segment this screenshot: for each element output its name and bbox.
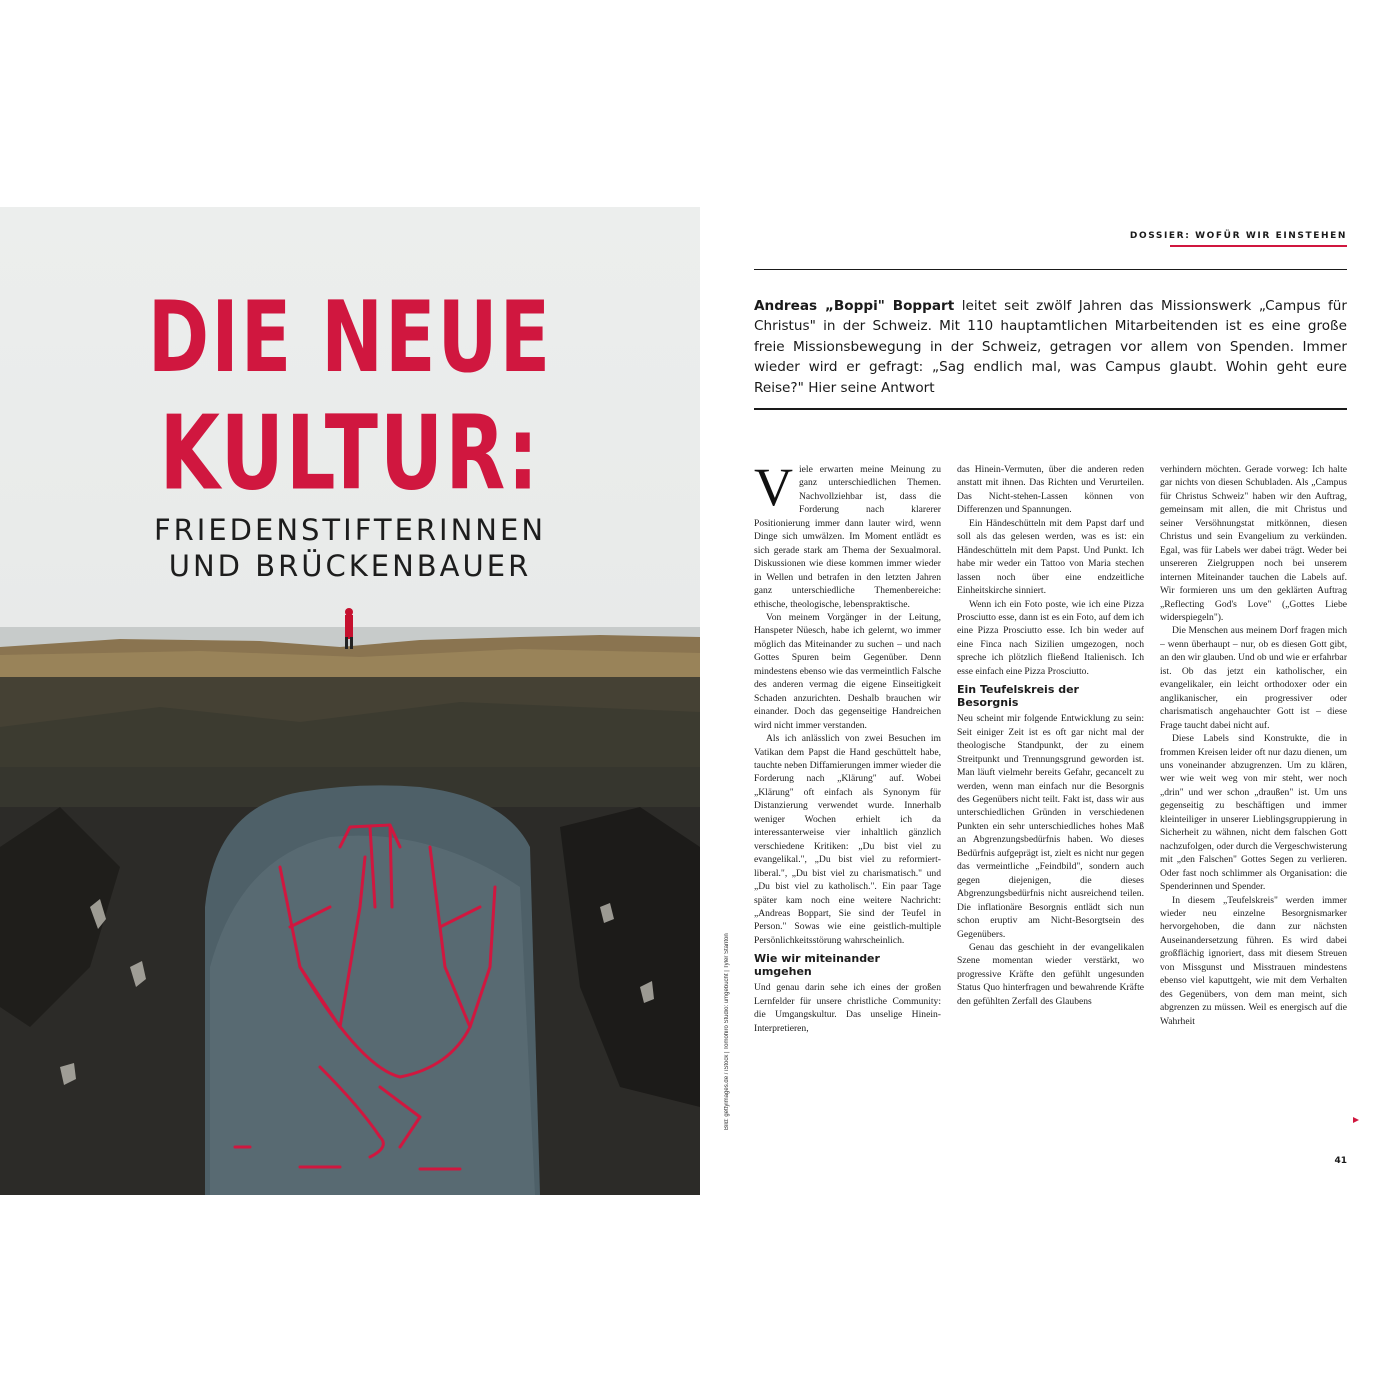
photo-credit: Bild: gettyimages.de / iStock | Tomohiro Studio: umgebucht | Tyler Stanton: [724, 933, 730, 1130]
subheadline-line-2: UND BRÜCKENBAUER: [168, 549, 532, 583]
drop-cap: V: [754, 463, 793, 517]
paragraph: Viele erwarten meine Meinung zu ganz unterschiedlichen Themen. Nachvollziehbar ist, dass die Forderung nach klarerer Positionierung immer dann lauter wird, wenn Dinge sich umwälzen. Im Moment entlädt es sich gerade stark am Thema der Sexualmoral. Diskussionen wie diese kommen immer wieder in Wellen und betrafen in den letzten Jahren ganz unterschiedliche Themenbereiche: ethische, theologische, lebenspraktische.: [754, 463, 941, 610]
paragraph: Diese Labels sind Konstrukte, die in frommen Kreisen leider oft nur dazu dienen, um uns voneinander abzugrenzen. Um zu klären, wer wie weit weg von mir steht, wer noch „drin" und wer schon „draußen" ist. Um uns gegenseitig zu beschäftigen und immer kleinteiliger in unserer Lieblingsgruppierung in Sicherheit zu wähnen, nicht dem falschen Gott nachzufolgen, oder durch die Vergeschwisterung mit „den Falschen" Gottes Segen zu verlieren. Oder fast noch schlimmer als Organisation: die Spenderinnen und Spender.: [1160, 733, 1347, 893]
paragraph: das Hinein-Vermuten, über die anderen reden anstatt mit ihnen. Das Richten und Verurteilen. Das Nicht-stehen-Lassen können von Differenzen und Spannungen.: [957, 464, 1144, 516]
cover-photo-page: [0, 207, 700, 1195]
section-label: DOSSIER: WOFÜR WIR EINSTEHEN: [1129, 231, 1347, 241]
paragraph: In diesem „Teufelskreis" werden immer wieder neu einzelne Besorgnismarker hervorgehoben, die dann zur nächsten Auseinandersetzung führen. Es wird dabei großflächig ignoriert, dass mit diesem Streuen von Missgunst und Misstrauen mindestens ebenso viel kaputtgeht, wie mit dem Verhalten des Gegenübers, von dem man meint, sich abgrenzen zu müssen. Weil es energisch auf die Wahrheit: [1160, 894, 1347, 1027]
intro-top-rule: [754, 269, 1347, 270]
paragraph: verhindern möchten. Gerade vorweg: Ich halte gar nichts von diesen Schubladen. Als „Campus für Christus Schweiz" haben wir den Auftrag, gemeinsam mit allen, die mit Christus und seiner Versöhnungstat mitkönnen, diesen Christus und sein Evangelium zu verkünden. Egal, was für Labels wer dabei trägt. Weder bei unsereren Zielgruppen noch bei unserem internen Miteinander tauchen die Labels auf. Wir formieren uns um den geklärten Auftrag „Reflecting God's Love" („Gottes Liebe widerspiegeln").: [1160, 464, 1347, 623]
paragraph: Als ich anlässlich von zwei Besuchen im Vatikan dem Papst die Hand geschüttelt habe, tauchte neben Diffamierungen immer wieder die Forderung nach „Klärung" auf. Wobei „Klärung" oft einfach als Synonym für Distanzierung verwendet wurde. Innerhalb weniger Wochen erhielt ich da interessanterweise vier inhaltlich gänzlich verschiedene Kritiken: „Du bist viel zu evangelikal.", „Du bist viel zu reformiert-liberal.", „Du bist viel zu charismatisch." und „Du bist viel zu katholisch.". Ein paar Tage später kam noch eine weitere Nachricht: „Andreas Boppart, Sie sind der Teufel in Person." Sowas wie eine geistlich-multiple Persönlichkeitsstörung wahrscheinlich.: [754, 733, 941, 946]
headline-line-1: DIE NEUE: [147, 281, 553, 395]
hiker-figure: [345, 615, 353, 639]
subheading: Ein Teufelskreis der Besorgnis: [957, 683, 1079, 710]
paragraph: Neu scheint mir folgende Entwicklung zu sein: Seit einiger Zeit ist es oft gar nicht mal der theologische Standpunkt, der zu einem Streitpunkt und Trennungsgrund geworden ist. Man läuft vielmehr bereits Gefahr, gecancelt zu werden, wenn man einfach nur die Besorgnis des Gegenübers nicht teilt. Fakt ist, dass wir aus unterschiedlichen Gründen in verschiedenen Punkten ein sehr unterschiedliches hohes Maß an Abgrenzungsbedürfnis haben. Wo dieses Bedürfnis aufgeprägt ist, zielt es nicht nur gegen das vermeintliche „Feindbild", sondern auch gegen diejenigen, die dieses Abgrenzungsbedürfnis nicht ausreichend teilen. Die inflationäre Besorgnis entlädt sich nun schon eruptiv am Nicht-Besorgtsein des Gegenübers.: [957, 713, 1144, 940]
intro-bottom-rule: [754, 408, 1347, 410]
continue-arrow-icon: [1353, 1117, 1359, 1123]
subheading: Wie wir miteinander umgehen: [754, 952, 880, 979]
paragraph: Von meinem Vorgänger in der Leitung, Hanspeter Nüesch, habe ich gelernt, wo immer möglich das Miteinander zu suchen – und nach Gottes Spuren beim Gegenüber. Denn mindestens ebenso wie das vermeintlich Falsche des anderen vermag die eigene Einseitigkeit Schaden anzurichten. Deshalb brauchen wir einander. Doch das gegenseitige Handreichen wird nicht immer verstanden.: [754, 611, 941, 731]
article-column-2: [957, 463, 1144, 1133]
paragraph: Genau das geschieht in der evangelikalen Szene momentan wieder verstärkt, wo progressive Kräfte den gefühlt ungesunden Status Quo hinterfragen und bewahrende Kräfte den gefühlten Zerfall des Glaubens: [957, 941, 1144, 1007]
paragraph: Die Menschen aus meinem Dorf fragen mich – wenn überhaupt – nur, ob es diesen Gott gibt, an den wir glauben. Und ob und wie er erfahrbar ist. Ob das jetzt ein katholischer, ein evangelikaler, ein leicht orthodoxer oder ein anglikanischer, ein progressiver oder charismatisch angehauchter Gott ist – diese Frage taucht dabei nicht auf.: [1160, 625, 1347, 731]
subheadline-line-1: FRIEDENSTIFTERINNEN: [153, 513, 547, 547]
paragraph: Und genau darin sehe ich eines der großen Lernfelder für unsere christliche Community: die Umgangskultur. Das unselige Hinein-Interpretieren,: [754, 982, 941, 1034]
section-label-underline: [1170, 245, 1347, 247]
article-column-1: [754, 463, 941, 1133]
headline-line-2: KULTUR:: [159, 395, 541, 514]
page-number: 41: [1334, 1156, 1347, 1166]
intro-author-name: Andreas „Boppi" Boppart: [754, 298, 955, 314]
paragraph: Wenn ich ein Foto poste, wie ich eine Pizza Prosciutto esse, dann ist es ein Foto, auf dem ich eine Pizza Prosciutto esse. Ich bin weder auf eine Finca nach Sizilien umgezogen, noch spreche ich plötzlich fließend Italienisch. Ich esse einfach eine Pizza Prosciutto.: [957, 598, 1144, 677]
article-intro: [754, 296, 1347, 398]
article-column-3: [1160, 463, 1347, 1133]
intro-text: leitet seit zwölf Jahren das Missionswerk „Campus für Christus" in der Schweiz. Mit 110 hauptamtlichen Mitarbeitenden ist es eine große freie Missionsbewegung in der Schweiz, getragen vor allem von Spenden. Immer wieder wird er gefragt: „Sag endlich mal, was Campus glaubt. Wohin geht eure Reise?" Hier seine Antwort: [754, 298, 1347, 396]
paragraph: Ein Händeschütteln mit dem Papst darf und soll als das gelesen werden, was es ist: ein Händeschütteln mit dem Papst. Und Punkt. Ich habe mir weder ein Tattoo von Maria stechen lassen noch über eine endzeitliche Einheitskirche sinniert.: [957, 517, 1144, 597]
